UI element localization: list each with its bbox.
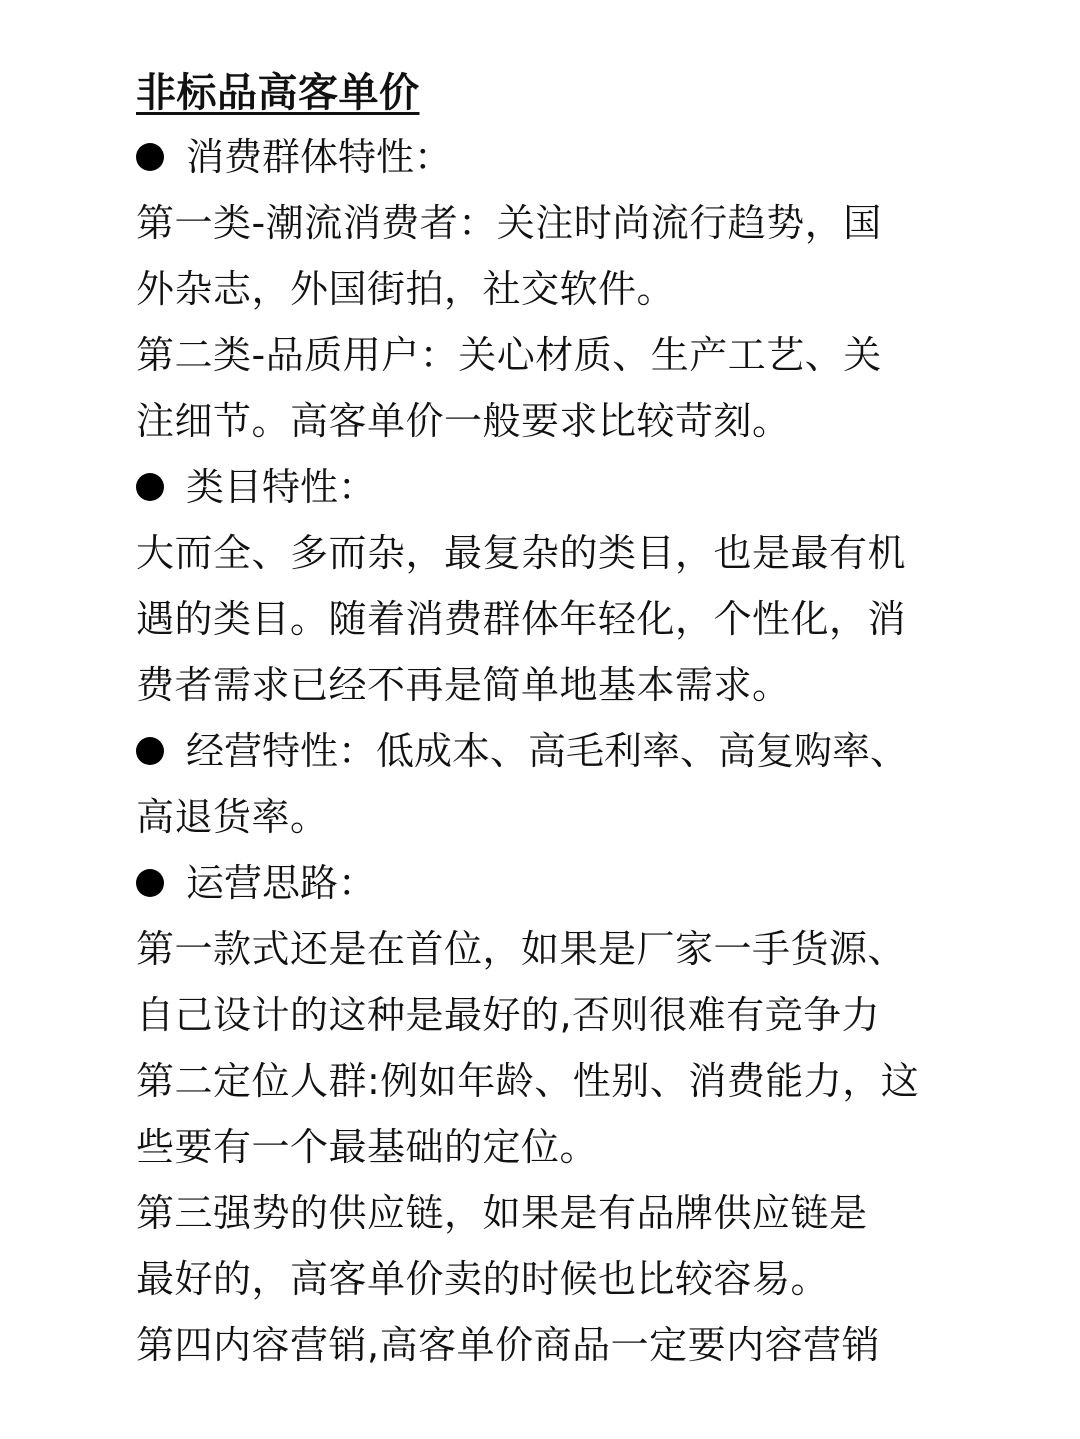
text-line: 高退货率。 xyxy=(136,795,329,839)
category-heading: 类目特性： xyxy=(186,465,377,509)
text-line: 自己设计的这种是最好的,否则很难有竞争力 xyxy=(136,993,881,1037)
text-line: 外杂志，外国街拍，社交软件。 xyxy=(136,267,676,311)
category-block xyxy=(136,520,956,718)
operation-block xyxy=(136,784,956,850)
text-line: 第一类-潮流消费者：关注时尚流行趋势，国 xyxy=(136,201,882,245)
bullet-consumers xyxy=(136,124,956,190)
consumers-block xyxy=(136,190,956,454)
text-line: 些要有一个最基础的定位。 xyxy=(136,1125,599,1169)
text-line: 第一款式还是在首位，如果是厂家一手货源、 xyxy=(136,927,907,971)
text-line: 费者需求已经不再是简单地基本需求。 xyxy=(136,663,791,707)
text-line: 最好的，高客单价卖的时候也比较容易。 xyxy=(136,1257,830,1301)
text-line: 遇的类目。随着消费群体年轻化，个性化，消 xyxy=(136,597,907,641)
operation-heading: 经营特性：低成本、高毛利率、高复购率、 xyxy=(186,729,909,773)
text-line: 第二类-品质用户：关心材质、生产工艺、关 xyxy=(136,333,882,377)
page-title: 非标品高客单价 xyxy=(136,70,420,116)
strategy-block xyxy=(136,916,956,1378)
text-line: 第二定位人群:例如年龄、性别、消费能力，这 xyxy=(136,1059,920,1103)
bullet-strategy xyxy=(136,850,956,916)
bullet-category xyxy=(136,454,956,520)
text-line: 第四内容营销,高客单价商品一定要内容营销 xyxy=(136,1323,881,1367)
bullet-dot-icon xyxy=(136,143,164,171)
strategy-heading: 运营思路： xyxy=(186,861,377,905)
bullet-operation xyxy=(136,718,956,784)
text-line: 注细节。高客单价一般要求比较苛刻。 xyxy=(136,399,791,443)
bullet-dot-icon xyxy=(136,869,164,897)
bullet-dot-icon xyxy=(136,473,164,501)
document-page xyxy=(136,62,956,1378)
text-line: 大而全、多而杂，最复杂的类目，也是最有机 xyxy=(136,531,907,575)
text-line: 第三强势的供应链，如果是有品牌供应链是 xyxy=(136,1191,868,1235)
consumers-heading: 消费群体特性： xyxy=(186,135,453,179)
bullet-dot-icon xyxy=(136,737,164,765)
